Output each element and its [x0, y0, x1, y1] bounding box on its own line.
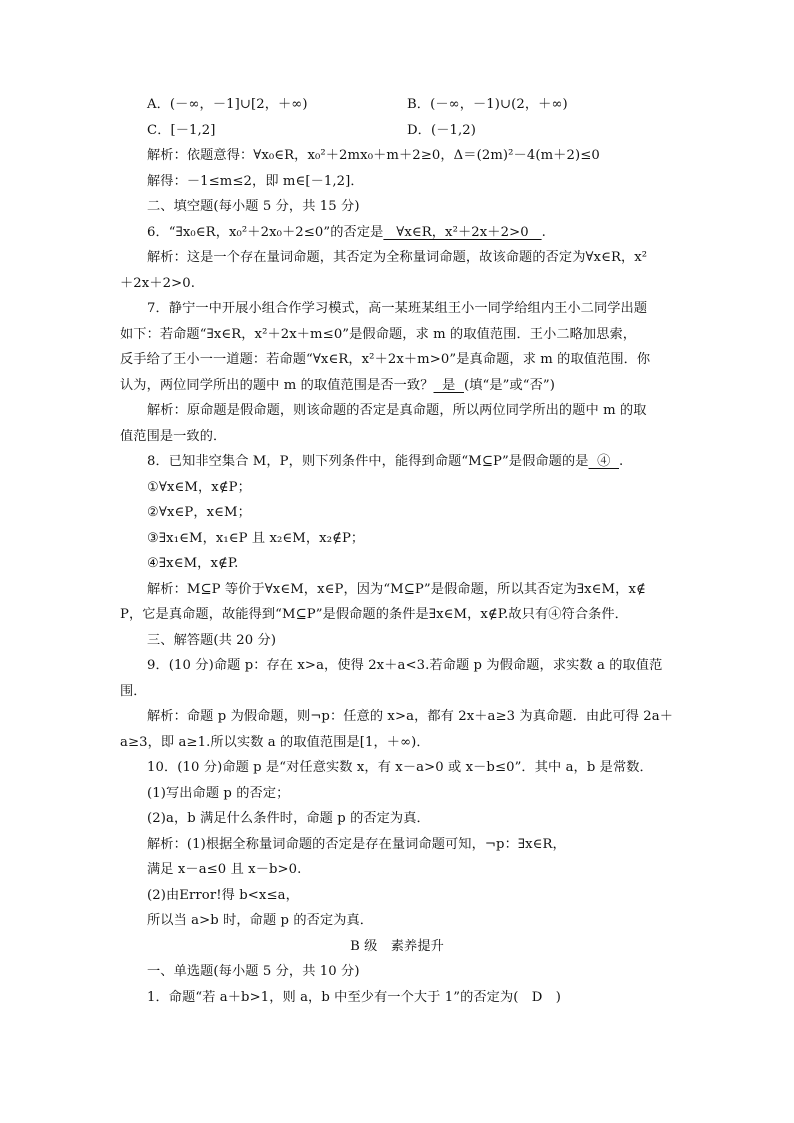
option-b: B．(－∞，－1)∪(2，＋∞) — [407, 97, 568, 112]
solution-line: 解析：M⊆P 等价于∀x∈M，x∈P，因为“M⊆P”是假命题，所以其否定为∃x∈M，x∉ — [147, 582, 646, 597]
question-10: 10．(10 分)命题 p 是“对任意实数 x，有 x－a>0 或 x－b≤0”．其中 a，b 是常数． — [147, 760, 653, 775]
question-b1: 1．命题“若 a＋b>1，则 a，b 中至少有一个大于 1”的否定为( D ) — [147, 990, 561, 1005]
option-d: D．(－1,2) — [407, 123, 477, 138]
question-7-line: 反手给了王小一一道题：若命题“∀x∈R，x²＋2x＋m>0”是真命题，求 m 的取值范围．你 — [120, 352, 651, 367]
solution-line: 解得：－1≤m≤2，即 m∈[－1,2]． — [147, 174, 364, 189]
question-6 — [147, 223, 546, 243]
question-text: . — [541, 225, 546, 240]
solution-line: (2)由Error!得 b<x≤a， — [147, 888, 299, 903]
section-heading: 二、填空题(每小题 5 分，共 15 分) — [147, 199, 360, 214]
question-text: (填“是”或“否”) — [463, 378, 555, 393]
question-8 — [147, 452, 623, 472]
level-heading: B 级 素养提升 — [350, 939, 444, 954]
solution-line: a≥3，即 a≥1.所以实数 a 的取值范围是[1，＋∞)． — [120, 735, 430, 750]
question-7-line — [120, 376, 555, 396]
section-heading: 三、解答题(共 20 分) — [147, 633, 277, 648]
option-a: A．(－∞，－1]∪[2，＋∞) — [147, 97, 308, 112]
question-9-line: 围． — [120, 684, 147, 699]
section-heading: 一、单选题(每小题 5 分，共 10 分) — [147, 964, 360, 979]
condition-2: ②∀x∈P，x∈M； — [147, 505, 251, 520]
condition-3: ③∃x₁∈M，x₁∈P 且 x₂∈M，x₂∉P； — [147, 531, 365, 546]
solution-line: 所以当 a>b 时，命题 p 的否定为真． — [147, 913, 374, 928]
question-7: 7．静宁一中开展小组合作学习模式，高一某班某组王小一同学给组内王小二同学出题 — [147, 301, 648, 316]
question-7-line: 如下：若命题“∃x∈R，x²＋2x＋m≤0”是假命题，求 m 的取值范围．王小二略加思索， — [120, 327, 637, 342]
question-text: 认为，两位同学所出的题中 m 的取值范围是否一致？ — [120, 378, 434, 393]
solution-line: 解析：命题 p 为假命题，则¬p：任意的 x>a，都有 2x＋a≥3 为真命题．由此可得 2a＋ — [147, 709, 674, 724]
condition-4: ④∃x∈M，x∉P. — [147, 556, 239, 571]
question-10-part-2: (2)a，b 满足什么条件时，命题 p 的否定为真． — [147, 811, 430, 826]
option-c: C．[－1,2] — [147, 123, 216, 138]
solution-line: ＋2x＋2>0. — [120, 276, 196, 291]
solution-line: P，它是真命题，故能得到“M⊆P”是假命题的条件是∃x∈M，x∉P.故只有④符合条件． — [120, 607, 628, 622]
solution-line: 解析：(1)根据全称量词命题的否定是存在量词命题可知，¬p：∃x∈R， — [147, 837, 566, 852]
solution-line: 解析：依题意得：∀x₀∈R，x₀²＋2mx₀＋m＋2≥0，Δ＝(2m)²－4(m＋2)≤0 — [147, 148, 600, 163]
solution-line: 值范围是一致的． — [120, 429, 227, 444]
question-10-part-1: (1)写出命题 p 的否定； — [147, 786, 290, 801]
question-text: 8．已知非空集合 M，P，则下列条件中，能得到命题“M⊆P”是假命题的是 — [147, 454, 589, 469]
answer-blank: ④ — [588, 454, 619, 469]
answer-blank: ∀x∈R，x²＋2x＋2>0 — [383, 225, 542, 240]
solution-line: 解析：这是一个存在量词命题，其否定为全称量词命题，故该命题的否定为∀x∈R，x² — [147, 250, 648, 265]
solution-line: 解析：原命题是假命题，则该命题的否定是真命题，所以两位同学所出的题中 m 的取 — [147, 403, 647, 418]
condition-1: ①∀x∈M，x∉P； — [147, 480, 251, 495]
question-text: . — [619, 454, 624, 469]
answer-blank: 是 — [433, 378, 464, 393]
question-text: 6．“∃x₀∈R，x₀²＋2x₀＋2≤0”的否定是 — [147, 225, 384, 240]
solution-line: 满足 x－a≤0 且 x－b>0. — [147, 862, 302, 877]
question-9: 9．(10 分)命题 p：存在 x>a，使得 2x＋a<3.若命题 p 为假命题，求实数 a 的取值范 — [147, 658, 663, 673]
